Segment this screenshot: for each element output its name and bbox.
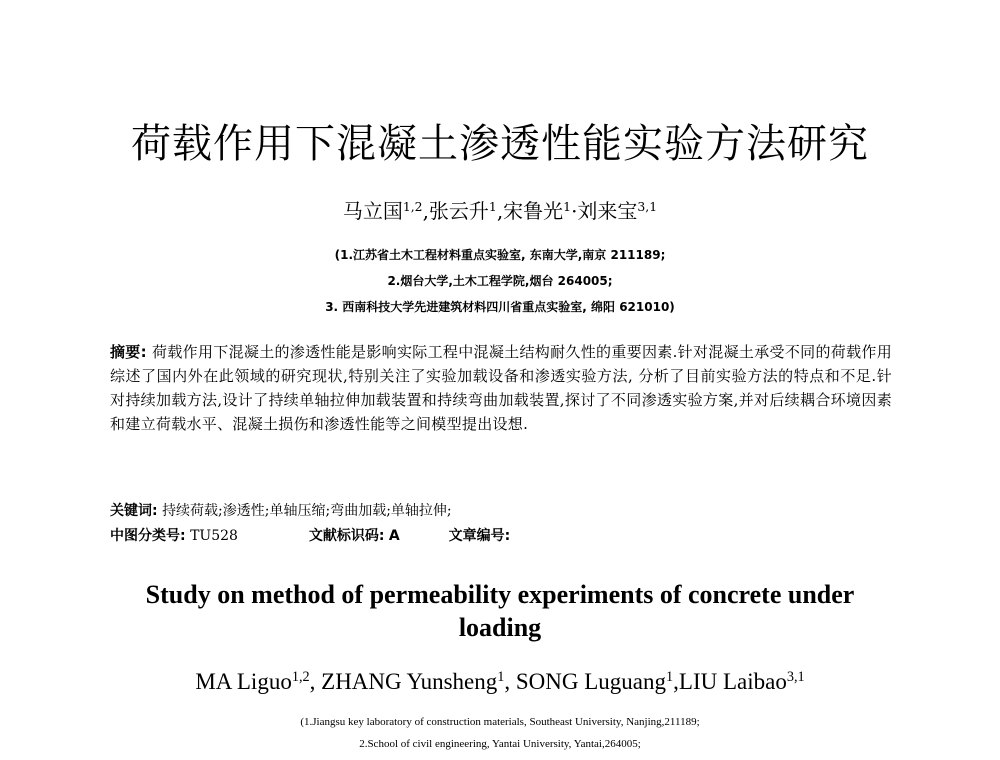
abstract-label: 摘要: bbox=[110, 343, 147, 361]
clc-label: 中图分类号: bbox=[110, 528, 186, 544]
author-en: ZHANG Yunsheng bbox=[321, 669, 498, 694]
author-cn: 刘来宝 bbox=[577, 199, 638, 223]
paper-title-cn: 荷载作用下混凝土渗透性能实验方法研究 bbox=[131, 121, 869, 167]
author-en: LIU Laibao bbox=[678, 669, 787, 694]
author-affil-sup: 1,2 bbox=[402, 199, 423, 215]
author-affil-sup: 3,1 bbox=[637, 199, 658, 215]
clc-value: TU528 bbox=[190, 528, 238, 544]
paper-title-en: Study on method of permeability experiments of concrete under loading bbox=[145, 580, 855, 642]
author-cn: 宋鲁光 bbox=[503, 199, 564, 223]
affiliation-en-1: (1.Jiangsu key laboratory of construction materials, Southeast University, Nanjing,211189; bbox=[300, 716, 700, 728]
author-affil-sup: 1,2 bbox=[291, 669, 310, 686]
author-affil-sup: 1 bbox=[488, 199, 497, 215]
abstract-text: 荷载作用下混凝土的渗透性能是影响实际工程中混凝土结构耐久性的重要因素.针对混凝土承受不同的荷载作用综述了国内外在此领域的研究现状,特别关注了实验加载设备和渗透实验方法, 分析了目前实验方法的特点和不足.针对持续加载方法,设计了持续单轴拉伸加载装置和持续弯曲加载装置,探讨了不同渗透实验方案,并对后续耦合环境因素和建立荷载水平、混凝土损伤和渗透性能等之间模型提出设想. bbox=[110, 343, 892, 433]
author-separator: , bbox=[504, 669, 516, 694]
keywords-text: 持续荷载;渗透性;单轴压缩;弯曲加载;单轴拉伸; bbox=[162, 503, 452, 519]
classification-line bbox=[110, 525, 510, 545]
author-en: MA Liguo bbox=[195, 669, 292, 694]
author-separator: , bbox=[496, 199, 504, 223]
keywords-label: 关键词: bbox=[110, 503, 158, 519]
doc-code-value: A bbox=[388, 528, 400, 544]
author-list-cn bbox=[0, 195, 1000, 224]
author-list-en bbox=[0, 669, 1000, 695]
author-affil-sup: 3,1 bbox=[786, 669, 805, 686]
author-affil-sup: 1 bbox=[497, 669, 505, 686]
author-cn: 马立国 bbox=[342, 199, 403, 223]
doc-code-label: 文献标识码: bbox=[308, 528, 385, 544]
author-cn: 张云升 bbox=[428, 199, 489, 223]
author-separator: , bbox=[673, 669, 679, 694]
author-separator: , bbox=[309, 669, 322, 694]
article-number-label: 文章编号: bbox=[448, 528, 511, 544]
abstract-cn bbox=[110, 340, 892, 436]
affiliation-cn-3: 3. 西南科技大学先进建筑材料四川省重点实验室, 绵阳 621010) bbox=[325, 300, 675, 314]
author-affil-sup: 1 bbox=[666, 669, 674, 686]
affiliation-cn-1: (1.江苏省土木工程材料重点实验室, 东南大学,南京 211189; bbox=[334, 248, 666, 262]
author-affil-sup: 1 bbox=[563, 199, 572, 215]
keywords-cn bbox=[110, 500, 452, 520]
author-separator: , bbox=[422, 199, 429, 223]
author-en: SONG Luguang bbox=[515, 669, 667, 694]
affiliation-cn-2: 2.烟台大学,土木工程学院,烟台 264005; bbox=[387, 274, 613, 288]
author-separator: · bbox=[571, 199, 578, 223]
affiliation-en-2: 2.School of civil engineering, Yantai University, Yantai,264005; bbox=[359, 738, 641, 750]
